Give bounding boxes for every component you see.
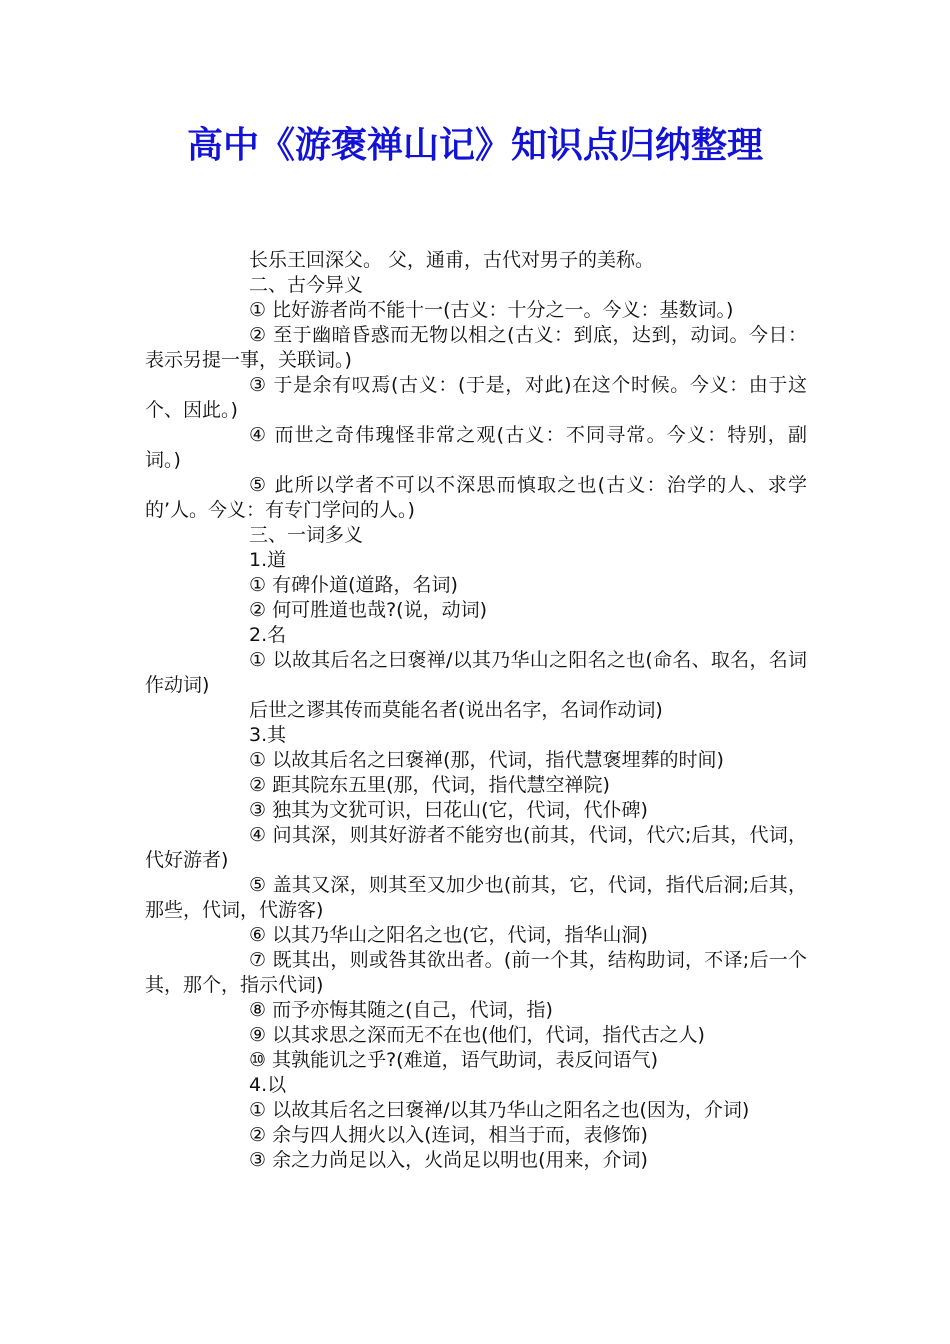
paragraph: ⑧ 而予亦悔其随之(自己，代词，指)	[249, 999, 553, 1021]
section-heading: 三、一词多义	[249, 524, 364, 546]
paragraph: ② 余与四人拥火以入(连词，相当于而，表修饰)	[249, 1124, 648, 1146]
paragraph: ① 以故其后名之曰褒禅/以其乃华山之阳名之也(命名、取名，名词作动词)	[145, 649, 807, 696]
subheading: 1.道	[249, 549, 287, 571]
paragraph: ② 至于幽暗昏惑而无物以相之(古义：到底，达到，动词。今日：表示另提一事，关联词。)	[145, 324, 807, 371]
document-body	[145, 248, 807, 1173]
subheading: 2.名	[249, 624, 287, 646]
paragraph: ② 何可胜道也哉?(说，动词)	[249, 599, 487, 621]
paragraph: ⑨ 以其求思之深而无不在也(他们，代词，指代古之人)	[249, 1024, 705, 1046]
paragraph: ① 以故其后名之曰褒禅(那，代词，指代慧褒埋葬的时间)	[249, 749, 724, 771]
paragraph: ① 以故其后名之曰褒禅/以其乃华山之阳名之也(因为，介词)	[249, 1099, 750, 1121]
paragraph: ③ 于是余有叹焉(古义：(于是，对此)在这个时候。今义：由于这个、因此。)	[145, 374, 807, 421]
paragraph: 后世之谬其传而莫能名者(说出名字，名词作动词)	[249, 699, 663, 721]
paragraph: 长乐王回深父。 父，通甫，古代对男子的美称。	[249, 249, 655, 271]
paragraph: ⑤ 此所以学者不可以不深思而慎取之也(古义：治学的人、求学的’人。今义：有专门学问的人。)	[145, 474, 807, 521]
subheading: 4.以	[249, 1074, 287, 1096]
paragraph: ① 有碑仆道(道路，名词)	[249, 574, 458, 596]
paragraph: ② 距其院东五里(那，代词，指代慧空禅院)	[249, 774, 610, 796]
section-heading: 二、古今异义	[249, 274, 364, 296]
paragraph: ⑥ 以其乃华山之阳名之也(它，代词，指华山洞)	[249, 924, 648, 946]
document-title: 高中《游褒禅山记》知识点归纳整理	[186, 124, 763, 166]
paragraph: ④ 而世之奇伟瑰怪非常之观(古义：不同寻常。今义：特别，副词。)	[145, 424, 807, 471]
paragraph: ③ 余之力尚足以入，火尚足以明也(用来，介词)	[249, 1149, 648, 1171]
paragraph: ① 比好游者尚不能十一(古义：十分之一。今义：基数词。)	[249, 299, 734, 321]
subheading: 3.其	[249, 724, 287, 746]
paragraph: ⑤ 盖其又深，则其至又加少也(前其，它，代词，指代后洞;后其，那些，代词，代游客)	[145, 874, 807, 921]
paragraph: ⑩ 其孰能讥之乎?(难道，语气助词，表反问语气)	[249, 1049, 658, 1071]
paragraph: ③ 独其为文犹可识，曰花山(它，代词，代仆碑)	[249, 799, 648, 821]
paragraph: ⑦ 既其出，则或咎其欲出者。(前一个其，结构助词，不译;后一个其，那个，指示代词)	[145, 949, 807, 996]
paragraph: ④ 问其深，则其好游者不能穷也(前其，代词，代穴;后其，代词，代好游者)	[145, 824, 807, 871]
